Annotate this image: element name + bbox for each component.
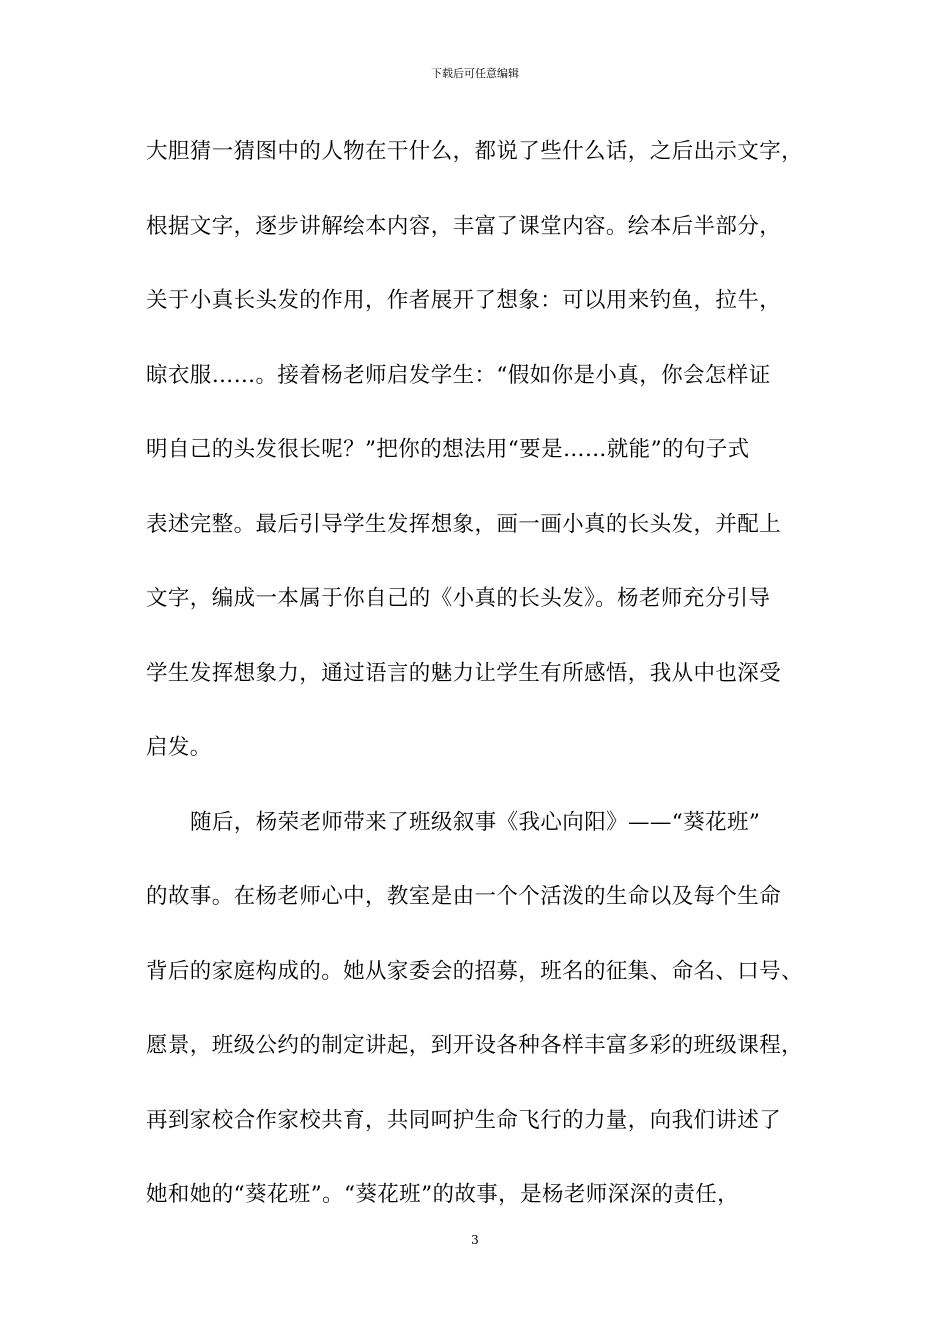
paragraph-1-line-8: 学生发挥想象力，通过语言的魅力让学生有所感悟，我从中也深受 (146, 660, 782, 686)
paragraph-2-line-5: 再到家校合作家校共育，共同呵护生命飞行的力量，向我们讲述了 (146, 1107, 782, 1133)
paragraph-2-line-2: 的故事。在杨老师心中，教室是由一个个活泼的生命以及每个生命 (146, 884, 782, 909)
page-number: 3 (471, 1233, 479, 1247)
paragraph-1-line-7: 文字，编成一本属于你自己的《小真的长头发》。杨老师充分引导 (146, 586, 771, 611)
paragraph-1-line-2: 根据文字，逐步讲解绘本内容，丰富了课堂内容。绘本后半部分， (146, 213, 782, 239)
page-header: 下载后可任意编辑 (431, 67, 519, 80)
paragraph-2-line-3: 背后的家庭构成的。她从家委会的招募，班名的征集、命名、口号、 (146, 958, 804, 984)
paragraph-2-line-6: 她和她的“葵花班”。“葵花班”的故事，是杨老师深深的责任， (146, 1182, 740, 1207)
paragraph-1-line-1: 大胆猜一猜图中的人物在干什么，都说了些什么话，之后出示文字， (146, 139, 804, 164)
paragraph-2-line-4: 愿景，班级公约的制定讲起，到开设各种各样丰富多彩的班级课程， (146, 1033, 804, 1058)
paragraph-2-line-1: 随后，杨荣老师带来了班级叙事《我心向阳》——“葵花班” (190, 809, 761, 835)
paragraph-1-line-9: 启发。 (146, 735, 212, 760)
paragraph-1-line-3: 关于小真长头发的作用，作者展开了想象：可以用来钓鱼，拉牛， (146, 288, 782, 313)
paragraph-1-line-4: 晾衣服……。接着杨老师启发学生：“假如你是小真，你会怎样证 (146, 362, 771, 388)
paragraph-1-line-5: 明自己的头发很长呢？”把你的想法用“要是……就能”的句子式 (146, 437, 750, 462)
paragraph-1-line-6: 表述完整。最后引导学生发挥想象，画一画小真的长头发，并配上 (146, 511, 782, 537)
document-body (146, 128, 836, 1246)
